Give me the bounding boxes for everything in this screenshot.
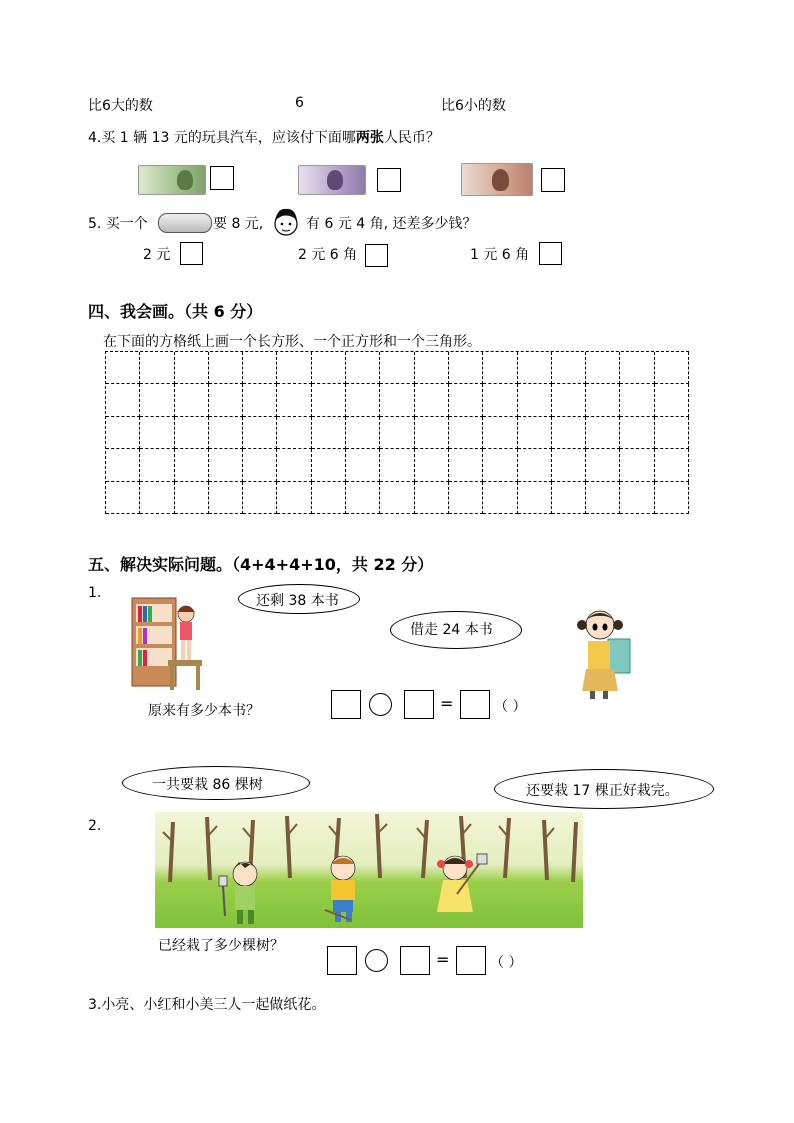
problem3-text: 3.小亮、小红和小美三人一起做纸花。 [88,997,326,1013]
section5-heading: 五、解决实际问题。（4+4+4+10，共 22 分） [88,555,434,574]
q4-question [88,127,440,147]
q4-answer-box-1[interactable] [210,166,234,190]
q5-part2: 要 8 元, [213,216,264,232]
q4-prefix: 4.买 1 辆 13 元的玩具汽车，应该付下面哪 [88,130,356,146]
q5-option-2-label: 2 元 6 角 [298,247,358,263]
problem1-bubble-right-text: 借走 24 本书 [410,622,493,638]
q5-option-1-box[interactable] [180,242,203,265]
compare-middle-number: 6 [295,95,304,111]
problem2-box-2[interactable] [400,946,430,975]
q4-suffix: 人民币？ [383,130,440,146]
problem1-box-1[interactable] [331,690,361,719]
tree-planting-scene [155,812,583,928]
problem1-equals: = [440,694,454,713]
bookshelf-girl-illustration [130,596,210,692]
problem2-bubble-left-text: 一共要栽 86 棵树 [152,777,263,793]
one-yuan-banknote-icon [138,165,206,195]
section4-heading: 四、我会画。（共 6 分） [88,302,263,321]
q5-part3: 有 6 元 4 角, 还差多少钱？ [306,216,477,232]
section4-instruction: 在下面的方格纸上画一个长方形、一个正方形和一个三角形。 [103,334,481,350]
compare-right-label: 比6小的数 [441,98,506,114]
problem2-bubble-right-text: 还要栽 17 棵正好栽完。 [526,783,679,799]
problem1-number: 1. [88,585,102,601]
q4-answer-box-3[interactable] [541,168,565,192]
problem1-question: 原来有多少本书？ [148,703,260,719]
problem2-equals: = [436,950,450,969]
toy-icon [158,213,212,233]
problem1-bubble-left-text: 还剩 38 本书 [256,593,339,609]
drawing-grid[interactable] [105,351,689,514]
compare-left-label: 比6大的数 [88,98,153,114]
boy-face-icon [272,206,300,236]
problem1-unit-parens: （ ） [494,699,527,715]
problem2-unit-parens: （ ） [490,955,523,971]
problem2-question: 已经栽了多少棵树？ [158,938,284,954]
q4-answer-box-2[interactable] [377,168,401,192]
problem1-box-2[interactable] [404,690,434,719]
q4-bold: 两张 [355,130,384,146]
q5-option-3-label: 1 元 6 角 [470,247,530,263]
problem2-box-1[interactable] [327,946,357,975]
problem2-result-box[interactable] [456,946,486,975]
five-yuan-banknote-icon [298,165,366,195]
girl-carrying-books-illustration [570,603,636,703]
q5-option-1-label: 2 元 [143,247,171,263]
q5-option-2-box[interactable] [365,244,388,267]
q5-option-3-box[interactable] [539,242,562,265]
problem2-operator-circle[interactable] [365,949,388,972]
problem2-number: 2. [88,818,102,834]
ten-yuan-banknote-icon [461,163,533,196]
problem1-result-box[interactable] [460,690,490,719]
q5-part1: 5. 买一个 [88,216,148,232]
problem1-operator-circle[interactable] [369,693,392,716]
